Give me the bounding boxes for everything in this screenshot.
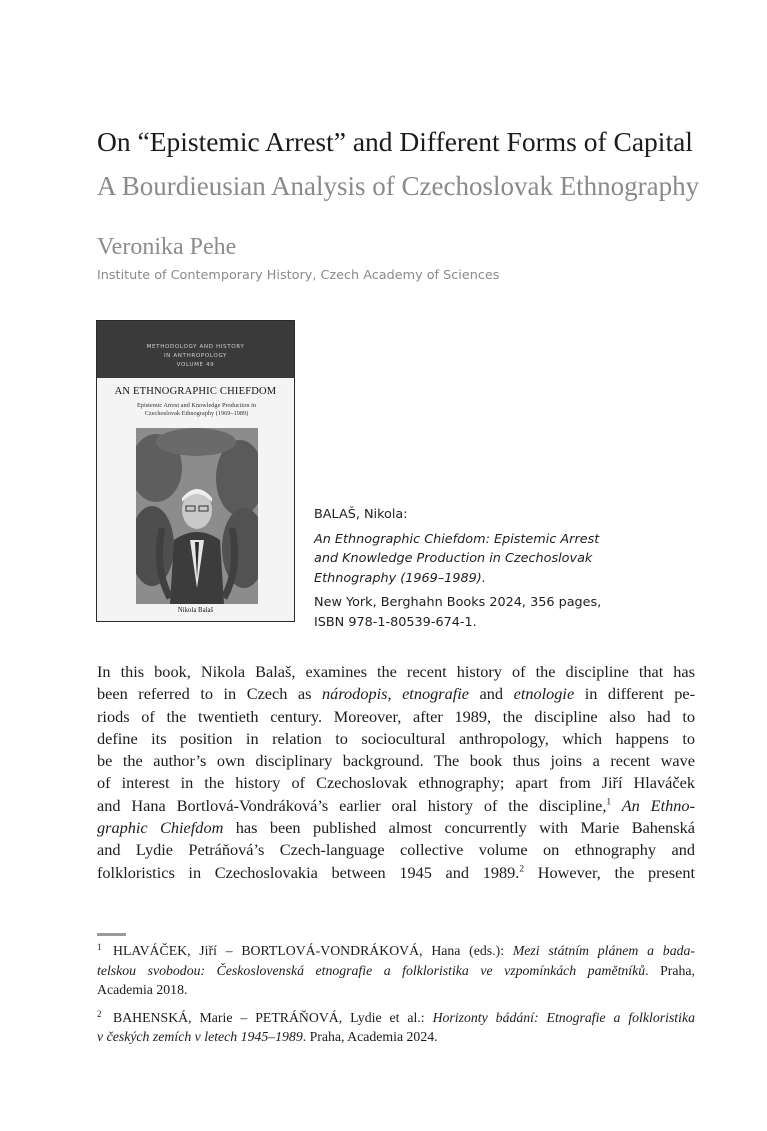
cover-photo <box>136 428 258 604</box>
cover-author: Nikola Balaš <box>177 607 214 614</box>
cover-title: AN ETHNOGRAPHIC CHIEFDOM <box>114 386 277 397</box>
book-isbn: ISBN 978-1-80539-674-1. <box>314 614 477 630</box>
footnote-ref[interactable]: 2 <box>519 864 525 875</box>
footnote-2 <box>97 1008 695 1047</box>
book-title-line: and Knowledge Production in Czechoslovak <box>314 551 593 566</box>
footnote-line: HLAVÁČEK, Jiří – BORTLOVÁ-VONDRÁKOVÁ, Hana (eds.): Mezi státním plánem a bada- <box>113 943 695 958</box>
body-line: define its position in relation to sociocultural anthropology, which happens to <box>97 728 695 748</box>
footnote-number: 2 <box>97 1008 102 1019</box>
book-publication: New York, Berghahn Books 2024, 356 pages, <box>314 595 602 610</box>
book-title-line: An Ethnographic Chiefdom: Epistemic Arrest <box>314 531 600 547</box>
footnote-ref[interactable]: 1 <box>606 797 612 808</box>
footnote-line: telskou svobodou: Československá etnografie a folkloristika ve vzpomínkách pamětníků. Praha, <box>97 962 695 978</box>
body-paragraph <box>97 661 695 884</box>
reviewed-book-info <box>314 505 614 632</box>
body-line: riods of the twentieth century. Moreover, after 1989, the discipline also had to <box>97 706 695 726</box>
body-line: folkloristics in Czechoslovakia between 1945 and 1989.$^2$ However, the present <box>97 862 695 882</box>
cover-panel <box>97 378 294 621</box>
cover-subtitle: Epistemic Arrest and Knowledge Production in Czechoslovak Ethnography (1969–1989) <box>136 402 257 417</box>
body-line: and Hana Bortlová-Vondráková’s earlier oral history of the discipline,$^1$ An Ethno- <box>97 795 695 815</box>
book-title-line: Ethnography (1969–1989). <box>314 570 486 586</box>
body-line: be the author’s own disciplinary background. The book thus joins a recent wave <box>97 751 695 771</box>
footnote-1 <box>97 941 695 1000</box>
footnote-line: BAHENSKÁ, Marie – PETRÁŇOVÁ, Lydie et al.: Horizonty bádání: Etnografie a folkloristika <box>113 1009 695 1025</box>
book-cover-image <box>96 320 295 622</box>
footnote-number: 1 <box>97 942 102 952</box>
footnote-line: v českých zemích v letech 1945–1989. Praha, Academia 2024. <box>97 1029 438 1044</box>
body-line: of interest in the history of Czechoslovak ethnography; apart from Jiří Hlaváček <box>97 773 695 793</box>
body-line: graphic Chiefdom has been published almost concurrently with Marie Bahenská <box>97 818 696 838</box>
footnotes <box>97 941 695 1055</box>
author-name: Veronika Pehe <box>97 234 237 260</box>
book-author: BALAŠ, Nikola: <box>314 507 408 522</box>
footnote-line: Academia 2018. <box>97 982 188 997</box>
footnote-separator <box>97 933 126 936</box>
body-line: been referred to in Czech as národopis, etnografie and etnologie in different pe- <box>97 684 696 704</box>
article-subtitle: A Bourdieusian Analysis of Czechoslovak Ethnography <box>97 171 700 201</box>
author-affiliation: Institute of Contemporary History, Czech Academy of Sciences <box>97 268 500 283</box>
body-line: In this book, Nikola Balaš, examines the recent history of the discipline that has <box>97 662 695 681</box>
article-title: On “Epistemic Arrest” and Different Forms of Capital <box>97 126 693 157</box>
body-line: and Lydie Petráňová’s Czech-language collective volume on ethnography and <box>97 840 695 860</box>
cover-series-label: METHODOLOGY AND HISTORY IN ANTHROPOLOGY VOLUME 49 <box>146 344 245 368</box>
